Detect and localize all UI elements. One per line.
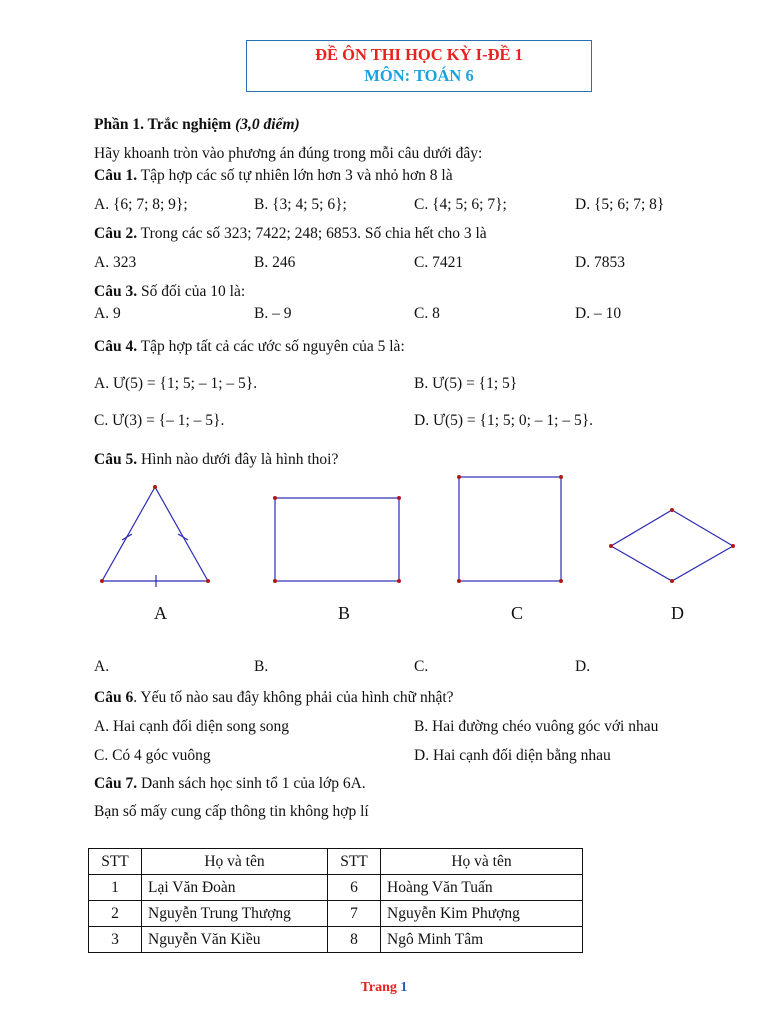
- square-shape: [457, 475, 563, 583]
- q5-option-c[interactable]: C.: [414, 658, 429, 675]
- exam-subject: MÔN: TOÁN 6: [364, 66, 474, 85]
- q2-option-a[interactable]: A. 323: [94, 254, 137, 271]
- question-label: Câu 1.: [94, 167, 138, 184]
- figure-label-b: B: [338, 603, 351, 623]
- question-text: Hình nào dưới đây là hình thoi?: [137, 451, 339, 468]
- table-cell: Ngô Minh Tâm: [381, 927, 583, 953]
- table-row: [89, 927, 583, 953]
- q2-option-b[interactable]: B. 246: [254, 254, 296, 271]
- q6-option-d[interactable]: D. Hai cạnh đối diện bằng nhau: [414, 747, 611, 764]
- q6-option-a[interactable]: A. Hai cạnh đối diện song song: [94, 718, 290, 735]
- table-cell: Lại Văn Đoàn: [142, 875, 328, 901]
- question-text: Số đối của 10 là:: [137, 283, 246, 300]
- q2-option-d[interactable]: D. 7853: [575, 254, 625, 271]
- table-cell: 7: [328, 901, 381, 927]
- question-text: Trong các số 323; 7422; 248; 6853. Số chia hết cho 3 là: [137, 225, 487, 242]
- section-instruction: Hãy khoanh tròn vào phương án đúng trong mỗi câu dưới đây:: [94, 145, 483, 162]
- table-header-row: [89, 849, 583, 875]
- q3-option-c[interactable]: C. 8: [414, 305, 440, 322]
- question-label: Câu 7.: [94, 775, 138, 792]
- q6-option-b[interactable]: B. Hai đường chéo vuông góc với nhau: [414, 718, 659, 735]
- question-2: [94, 225, 487, 243]
- question-label: Câu 6: [94, 689, 134, 706]
- figure-label-c: C: [511, 603, 524, 623]
- table-cell: Nguyễn Trung Thượng: [142, 901, 328, 927]
- question-5: [94, 451, 338, 469]
- rectangle-shape: [273, 496, 401, 583]
- table-cell: 6: [328, 875, 381, 901]
- section-heading: [94, 116, 300, 134]
- question-label: Câu 5.: [94, 451, 138, 468]
- section-points: (3,0 điểm): [235, 116, 300, 133]
- question-3: [94, 283, 245, 301]
- question-7-line-2: Bạn số mấy cung cấp thông tin không hợp lí: [94, 803, 369, 820]
- table-cell: 8: [328, 927, 381, 953]
- question-label: Câu 2.: [94, 225, 138, 242]
- q1-option-a[interactable]: A. {6; 7; 8; 9};: [94, 196, 188, 213]
- question-text: . Yếu tố nào sau đây không phải của hình chữ nhật?: [133, 689, 454, 706]
- table-header: Họ và tên: [381, 849, 583, 875]
- table-header: Họ và tên: [142, 849, 328, 875]
- question-text: Danh sách học sinh tổ 1 của lớp 6A.: [137, 775, 366, 792]
- table-header: STT: [328, 849, 381, 875]
- question-4: [94, 338, 405, 356]
- q3-option-b[interactable]: B. – 9: [254, 305, 292, 322]
- section-title: Phần 1. Trắc nghiệm: [94, 116, 232, 133]
- page-footer: [0, 980, 768, 996]
- footer-page-word: Trang: [360, 980, 397, 995]
- q3-option-a[interactable]: A. 9: [94, 305, 121, 322]
- q5-option-d[interactable]: D.: [575, 658, 591, 675]
- q3-option-d[interactable]: D. – 10: [575, 305, 622, 322]
- q4-option-c[interactable]: C. Ư(3) = {– 1; – 5}.: [94, 412, 225, 429]
- rhombus-shape: [609, 508, 735, 583]
- table-cell: 3: [89, 927, 142, 953]
- triangle-shape: [100, 485, 210, 587]
- q6-option-c[interactable]: C. Có 4 góc vuông: [94, 747, 211, 764]
- table-cell: Hoàng Văn Tuấn: [381, 875, 583, 901]
- q1-option-c[interactable]: C. {4; 5; 6; 7};: [414, 196, 507, 213]
- table-cell: 2: [89, 901, 142, 927]
- q5-option-b[interactable]: B.: [254, 658, 269, 675]
- table-row: [89, 901, 583, 927]
- q4-option-d[interactable]: D. Ư(5) = {1; 5; 0; – 1; – 5}.: [414, 412, 594, 429]
- table-row: [89, 875, 583, 901]
- question-text: Tập hợp tất cả các ước số nguyên của 5 là:: [137, 338, 405, 355]
- question-text: Tập hợp các số tự nhiên lớn hơn 3 và nhỏ hơn 8 là: [137, 167, 453, 184]
- q1-option-d[interactable]: D. {5; 6; 7; 8}: [575, 196, 665, 213]
- student-table: [88, 848, 583, 953]
- question-7: [94, 775, 366, 793]
- table-cell: Nguyễn Văn Kiều: [142, 927, 328, 953]
- q5-option-a[interactable]: A.: [94, 658, 110, 675]
- q2-option-c[interactable]: C. 7421: [414, 254, 464, 271]
- question-label: Câu 3.: [94, 283, 138, 300]
- table-cell: Nguyễn Kim Phượng: [381, 901, 583, 927]
- shapes-figure: [0, 470, 768, 595]
- q4-option-b[interactable]: B. Ư(5) = {1; 5}: [414, 375, 518, 392]
- q1-option-b[interactable]: B. {3; 4; 5; 6};: [254, 196, 347, 213]
- footer-page-number: 1: [400, 980, 408, 995]
- figure-label-d: D: [671, 603, 684, 623]
- exam-title: ĐỀ ÔN THI HỌC KỲ I-ĐỀ 1: [315, 45, 523, 64]
- table-header: STT: [89, 849, 142, 875]
- q4-option-a[interactable]: A. Ư(5) = {1; 5; – 1; – 5}.: [94, 375, 258, 392]
- figure-label-a: A: [154, 603, 167, 623]
- exam-header: [246, 40, 592, 92]
- question-label: Câu 4.: [94, 338, 138, 355]
- table-cell: 1: [89, 875, 142, 901]
- question-1: [94, 167, 453, 185]
- question-6: [94, 689, 454, 707]
